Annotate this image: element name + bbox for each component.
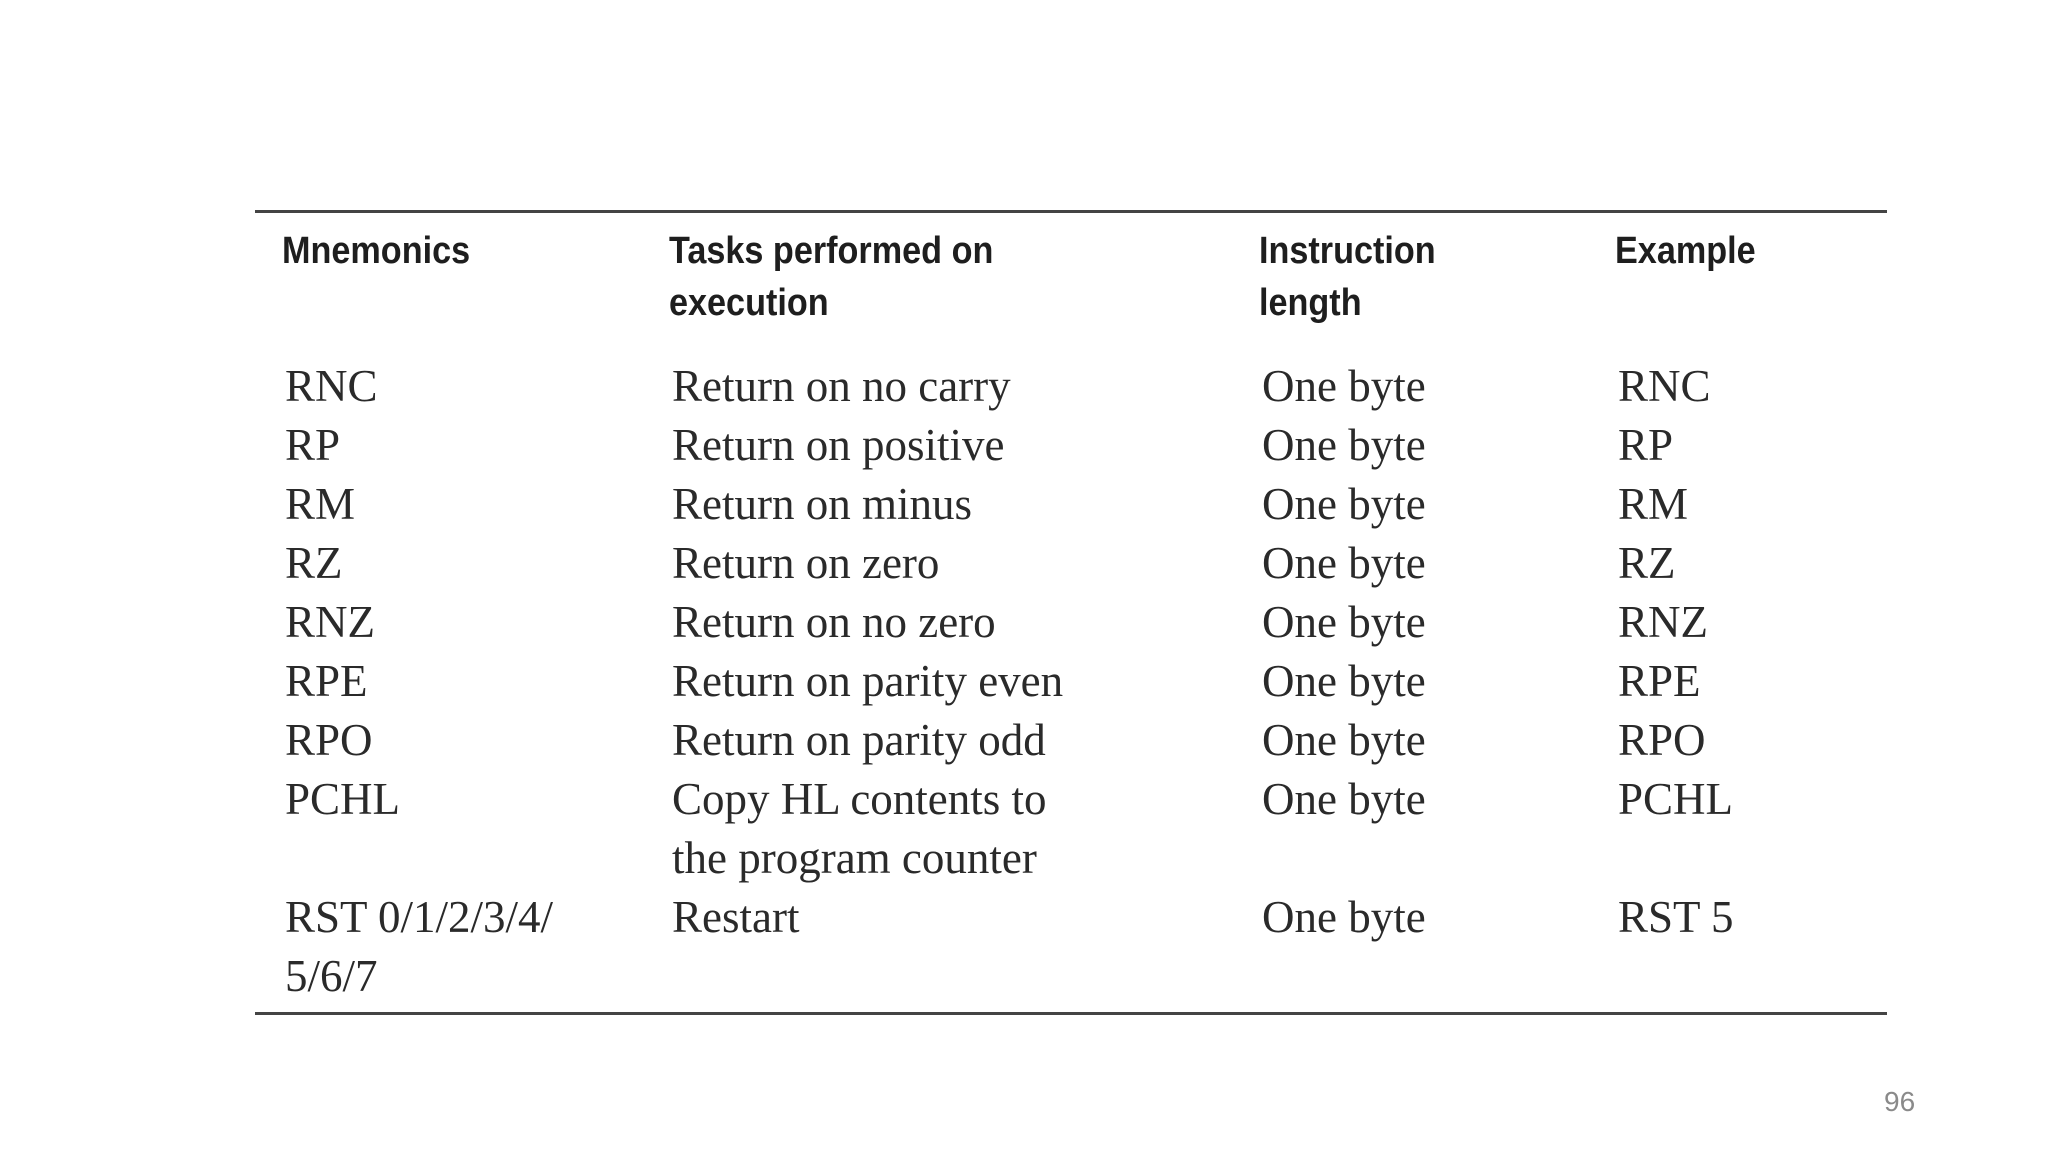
instruction-table — [255, 219, 1887, 1006]
cell-mnemonic: PCHL — [285, 774, 401, 824]
cell-task: Return on minus — [672, 479, 972, 529]
cell-length: One byte — [1262, 479, 1426, 529]
cell-task: Return on no carry — [672, 361, 1011, 411]
cell-task: Copy HL contents to the program counter — [672, 774, 1047, 883]
cell-length: One byte — [1262, 892, 1426, 942]
cell-mnemonic: RP — [285, 420, 341, 470]
table-bottom-rule — [255, 1012, 1887, 1015]
cell-example: RST 5 — [1618, 892, 1734, 942]
cell-example: RZ — [1618, 538, 1676, 588]
cell-mnemonic: RST 0/1/2/3/4/ 5/6/7 — [285, 892, 553, 1001]
cell-mnemonic: RNZ — [285, 597, 375, 647]
cell-mnemonic: RNC — [285, 361, 378, 411]
instruction-table-container — [255, 210, 1887, 1015]
cell-example: RP — [1618, 420, 1674, 470]
cell-example: RNC — [1618, 361, 1711, 411]
cell-example: RM — [1618, 479, 1689, 529]
cell-example: RPE — [1618, 656, 1701, 706]
cell-mnemonic: RM — [285, 479, 356, 529]
table-row — [255, 652, 1887, 711]
table-header-row — [255, 219, 1887, 357]
cell-length: One byte — [1262, 538, 1426, 588]
table-top-rule — [255, 210, 1887, 213]
cell-length: One byte — [1262, 656, 1426, 706]
header-instruction-length: Instruction length — [1259, 230, 1436, 324]
table-row — [255, 475, 1887, 534]
cell-example: PCHL — [1618, 774, 1734, 824]
cell-length: One byte — [1262, 774, 1426, 824]
cell-task: Return on positive — [672, 420, 1005, 470]
table-row — [255, 416, 1887, 475]
cell-task: Return on parity odd — [672, 715, 1046, 765]
cell-mnemonic: RPO — [285, 715, 373, 765]
cell-task: Return on no zero — [672, 597, 996, 647]
cell-example: RNZ — [1618, 597, 1708, 647]
cell-length: One byte — [1262, 361, 1426, 411]
cell-length: One byte — [1262, 597, 1426, 647]
table-row — [255, 770, 1887, 888]
header-mnemonics: Mnemonics — [282, 230, 471, 272]
cell-mnemonic: RPE — [285, 656, 368, 706]
cell-task: Return on parity even — [672, 656, 1064, 706]
table-row — [255, 711, 1887, 770]
cell-length: One byte — [1262, 715, 1426, 765]
cell-mnemonic: RZ — [285, 538, 343, 588]
header-tasks: Tasks performed on execution — [669, 230, 994, 324]
header-example: Example — [1615, 230, 1756, 272]
cell-length: One byte — [1262, 420, 1426, 470]
table-row — [255, 593, 1887, 652]
cell-task: Restart — [672, 892, 800, 942]
table-row — [255, 357, 1887, 416]
table-row — [255, 888, 1887, 1006]
cell-example: RPO — [1618, 715, 1706, 765]
cell-task: Return on zero — [672, 538, 940, 588]
table-row — [255, 534, 1887, 593]
page-number: 96 — [1884, 1086, 1916, 1117]
